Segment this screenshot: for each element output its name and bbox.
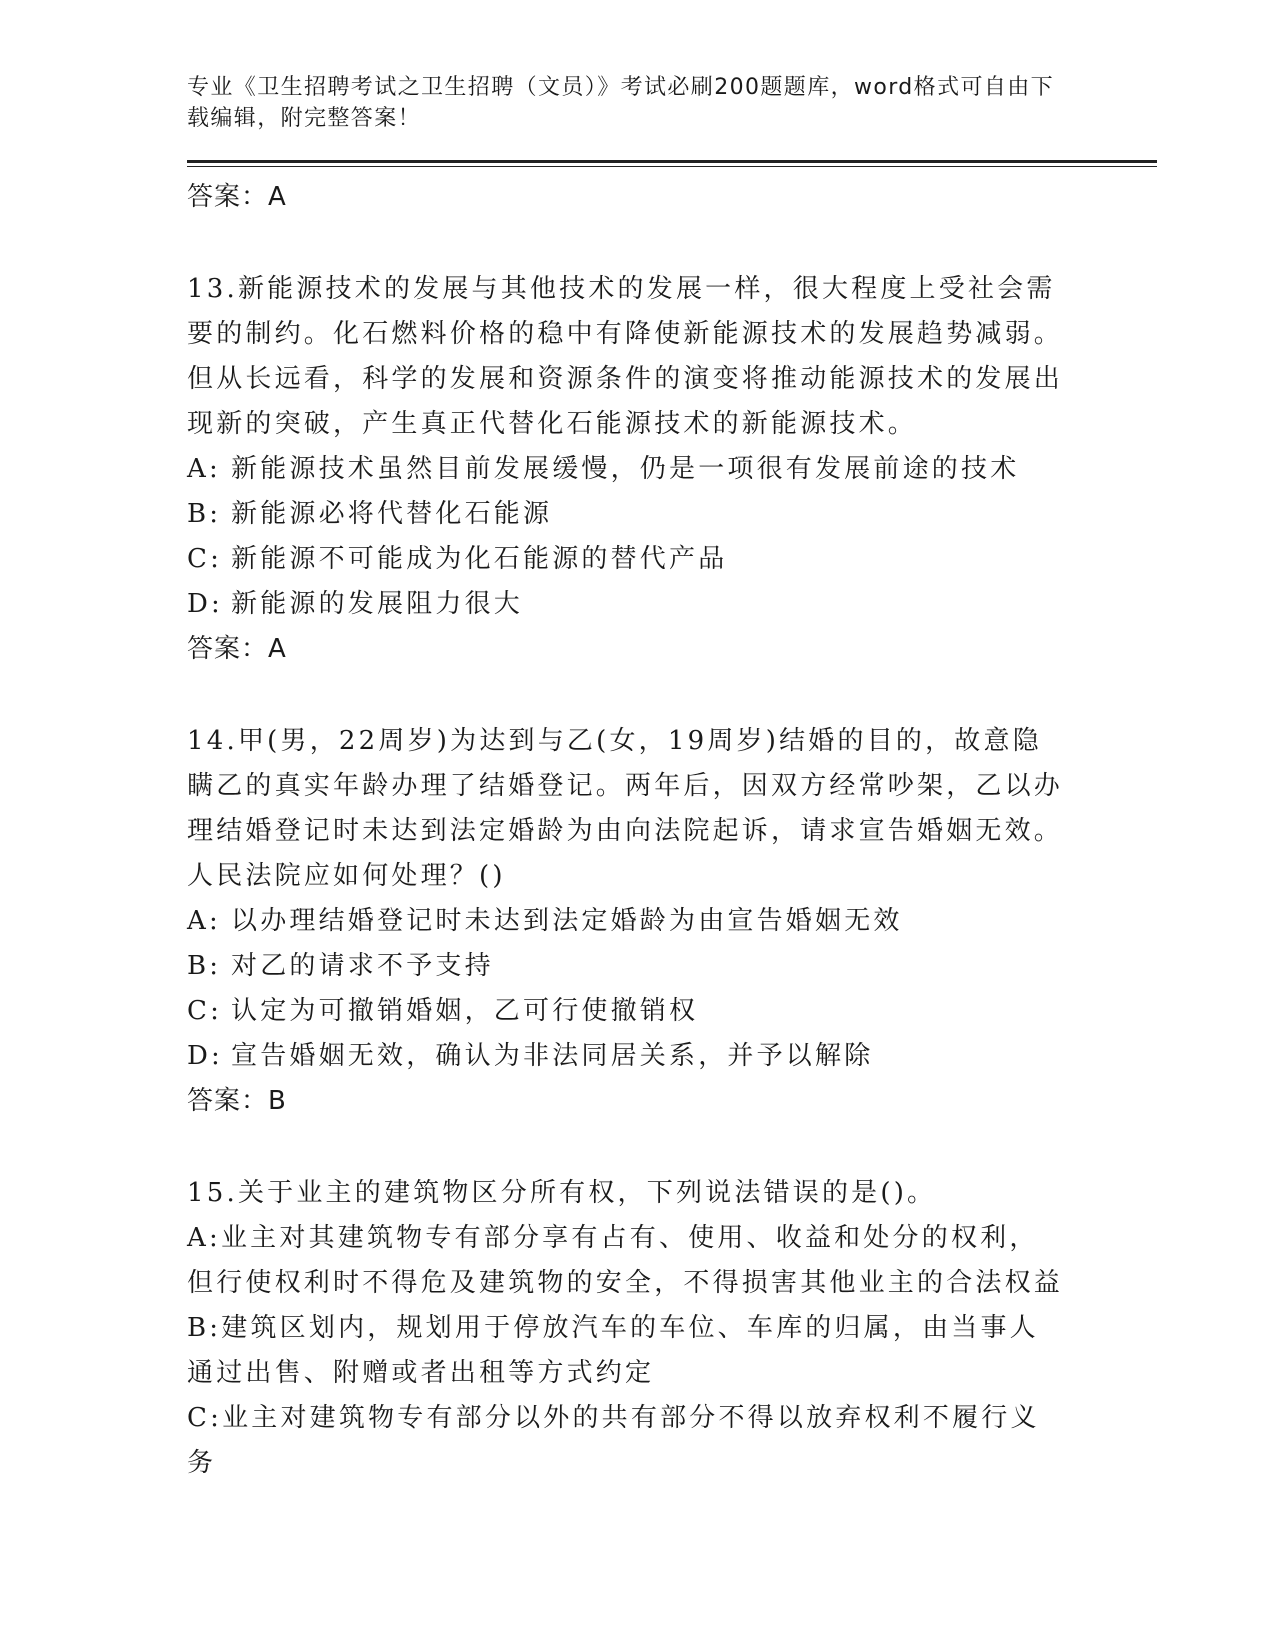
header-divider bbox=[187, 160, 1157, 167]
question-block bbox=[187, 719, 1157, 1123]
question-block bbox=[187, 1171, 1157, 1486]
answer-line: 答案：A bbox=[187, 182, 287, 212]
document-page bbox=[187, 72, 1157, 1486]
option-a: A: 新能源技术虽然目前发展缓慢，仍是一项很有发展前途的技术 bbox=[187, 454, 1020, 484]
question-stem: 13.新能源技术的发展与其他技术的发展一样，很大程度上受社会需要的制约。化石燃料价格的稳中有降使新能源技术的发展趋势减弱。但从长远看，科学的发展和资源条件的演变将推动能源技术的发展出现新的突破，产生真正代替化石能源技术的新能源技术。 bbox=[187, 274, 1064, 439]
question-block bbox=[187, 267, 1157, 671]
option-d: D: 新能源的发展阻力很大 bbox=[187, 589, 524, 619]
question-stem: 14.甲(男，22周岁)为达到与乙(女，19周岁)结婚的目的，故意隐瞒乙的真实年龄办理了结婚登记。两年后，因双方经常吵架，乙以办理结婚登记时未达到法定婚龄为由向法院起诉，请求宣告婚姻无效。人民法院应如何处理？() bbox=[187, 726, 1064, 891]
option-c: C:业主对建筑物专有部分以外的共有部分不得以放弃权利不履行义务 bbox=[187, 1403, 1040, 1478]
answer-line: 答案：B bbox=[187, 1086, 287, 1116]
option-d: D: 宣告婚姻无效，确认为非法同居关系，并予以解除 bbox=[187, 1041, 874, 1071]
answer-line: 答案：A bbox=[187, 634, 287, 664]
option-a: A: 以办理结婚登记时未达到法定婚龄为由宣告婚姻无效 bbox=[187, 906, 903, 936]
option-c: C: 认定为可撤销婚姻，乙可行使撤销权 bbox=[187, 996, 699, 1026]
option-b: B:建筑区划内，规划用于停放汽车的车位、车库的归属，由当事人通过出售、附赠或者出租等方式约定 bbox=[187, 1313, 1039, 1388]
option-b: B: 新能源必将代替化石能源 bbox=[187, 499, 553, 529]
option-c: C: 新能源不可能成为化石能源的替代产品 bbox=[187, 544, 728, 574]
question-stem: 15.关于业主的建筑物区分所有权，下列说法错误的是()。 bbox=[187, 1178, 937, 1208]
option-b: B: 对乙的请求不予支持 bbox=[187, 951, 494, 981]
document-header: 专业《卫生招聘考试之卫生招聘（文员）》考试必刷200题题库，word格式可自由下载编辑，附完整答案！ bbox=[187, 75, 1055, 131]
option-a: A:业主对其建筑物专有部分享有占有、使用、收益和处分的权利，但行使权利时不得危及建筑物的安全，不得损害其他业主的合法权益 bbox=[187, 1223, 1064, 1298]
